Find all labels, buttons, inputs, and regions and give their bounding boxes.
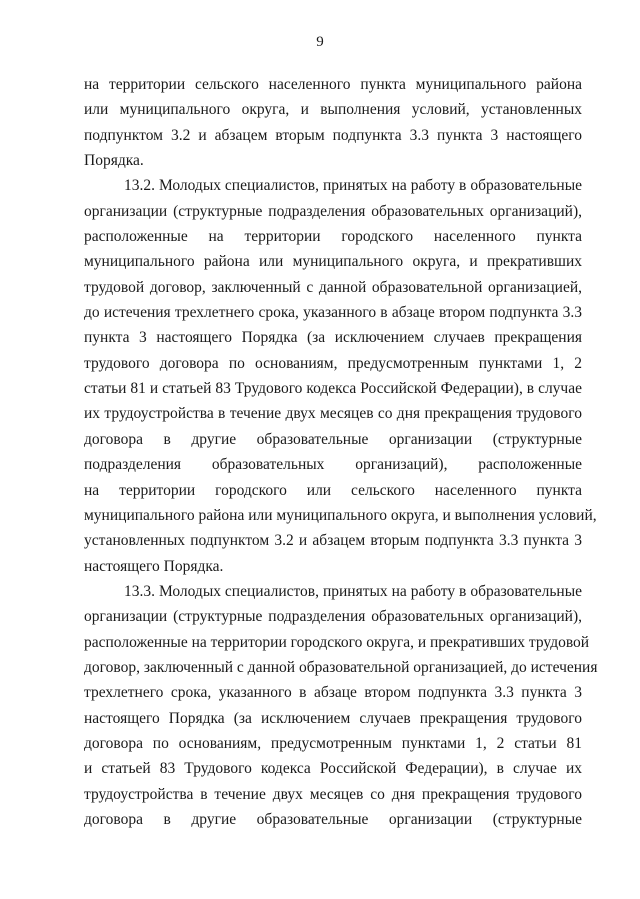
text-line: трудоустройства в течение двух месяцев со дня прекращения трудового [84, 785, 582, 803]
text-line: пункта 3 настоящего Порядка (за исключением случаев прекращения [84, 329, 582, 347]
text-line: до истечения трехлетнего срока, указанного в абзаце втором подпункта 3.3 [84, 304, 582, 322]
page-number: 9 [316, 34, 324, 50]
text-line: на территории городского или сельского населенного пункта [84, 481, 582, 499]
text-line: 13.2. Молодых специалистов, принятых на работу в образовательные [124, 177, 582, 195]
text-line: их трудоустройства в течение двух месяцев со дня прекращения трудового [84, 405, 582, 423]
text-line: организации (структурные подразделения образовательных организаций), [84, 608, 582, 626]
text-line: расположенные на территории городского населенного пункта [84, 228, 582, 246]
text-line: статьи 81 и статьей 83 Трудового кодекса Российской Федерации), в случае [84, 380, 582, 398]
text-line: настоящего Порядка (за исключением случаев прекращения трудового [84, 709, 582, 727]
text-line: настоящего Порядка. [84, 557, 224, 575]
paragraph-13-2 [84, 173, 597, 579]
text-line: расположенные на территории городского округа, и прекративших трудовой [84, 633, 590, 651]
text-line: муниципального района или муниципального округа, и выполнения условий, [84, 506, 597, 524]
text-line: 13.3. Молодых специалистов, принятых на работу в образовательные [124, 582, 582, 600]
paragraph-continuation [84, 72, 582, 173]
text-line: трехлетнего срока, указанного в абзаце втором подпункта 3.3 пункта 3 [84, 684, 582, 702]
text-line: трудового договора по основаниям, предусмотренным пунктами 1, 2 [84, 354, 582, 372]
text-line: Порядка. [84, 152, 144, 170]
text-line: подразделения образовательных организаций), расположенные [84, 456, 582, 474]
text-line: организации (структурные подразделения образовательных организаций), [84, 202, 582, 220]
text-line: на территории сельского населенного пункта муниципального района [84, 76, 582, 93]
text-line: договор, заключенный с данной образовательной организацией, до истечения [84, 658, 598, 676]
paragraph-13-3 [84, 579, 598, 832]
text-line: и статьей 83 Трудового кодекса Российской Федерации), в случае их [84, 760, 582, 778]
text-line: муниципального района или муниципального округа, и прекративших [84, 253, 582, 271]
text-line: трудовой договор, заключенный с данной образовательной организацией, [84, 278, 582, 296]
text-line: договора в другие образовательные организации (структурные [84, 430, 582, 448]
document-body [84, 72, 598, 832]
text-line: договора по основаниям, предусмотренным пунктами 1, 2 статьи 81 [84, 734, 582, 752]
text-line: договора в другие образовательные организации (структурные [84, 810, 582, 828]
text-line: или муниципального округа, и выполнения условий, установленных [84, 101, 582, 119]
text-line: подпунктом 3.2 и абзацем вторым подпункта 3.3 пункта 3 настоящего [84, 126, 582, 144]
text-line: установленных подпунктом 3.2 и абзацем вторым подпункта 3.3 пункта 3 [84, 532, 582, 550]
